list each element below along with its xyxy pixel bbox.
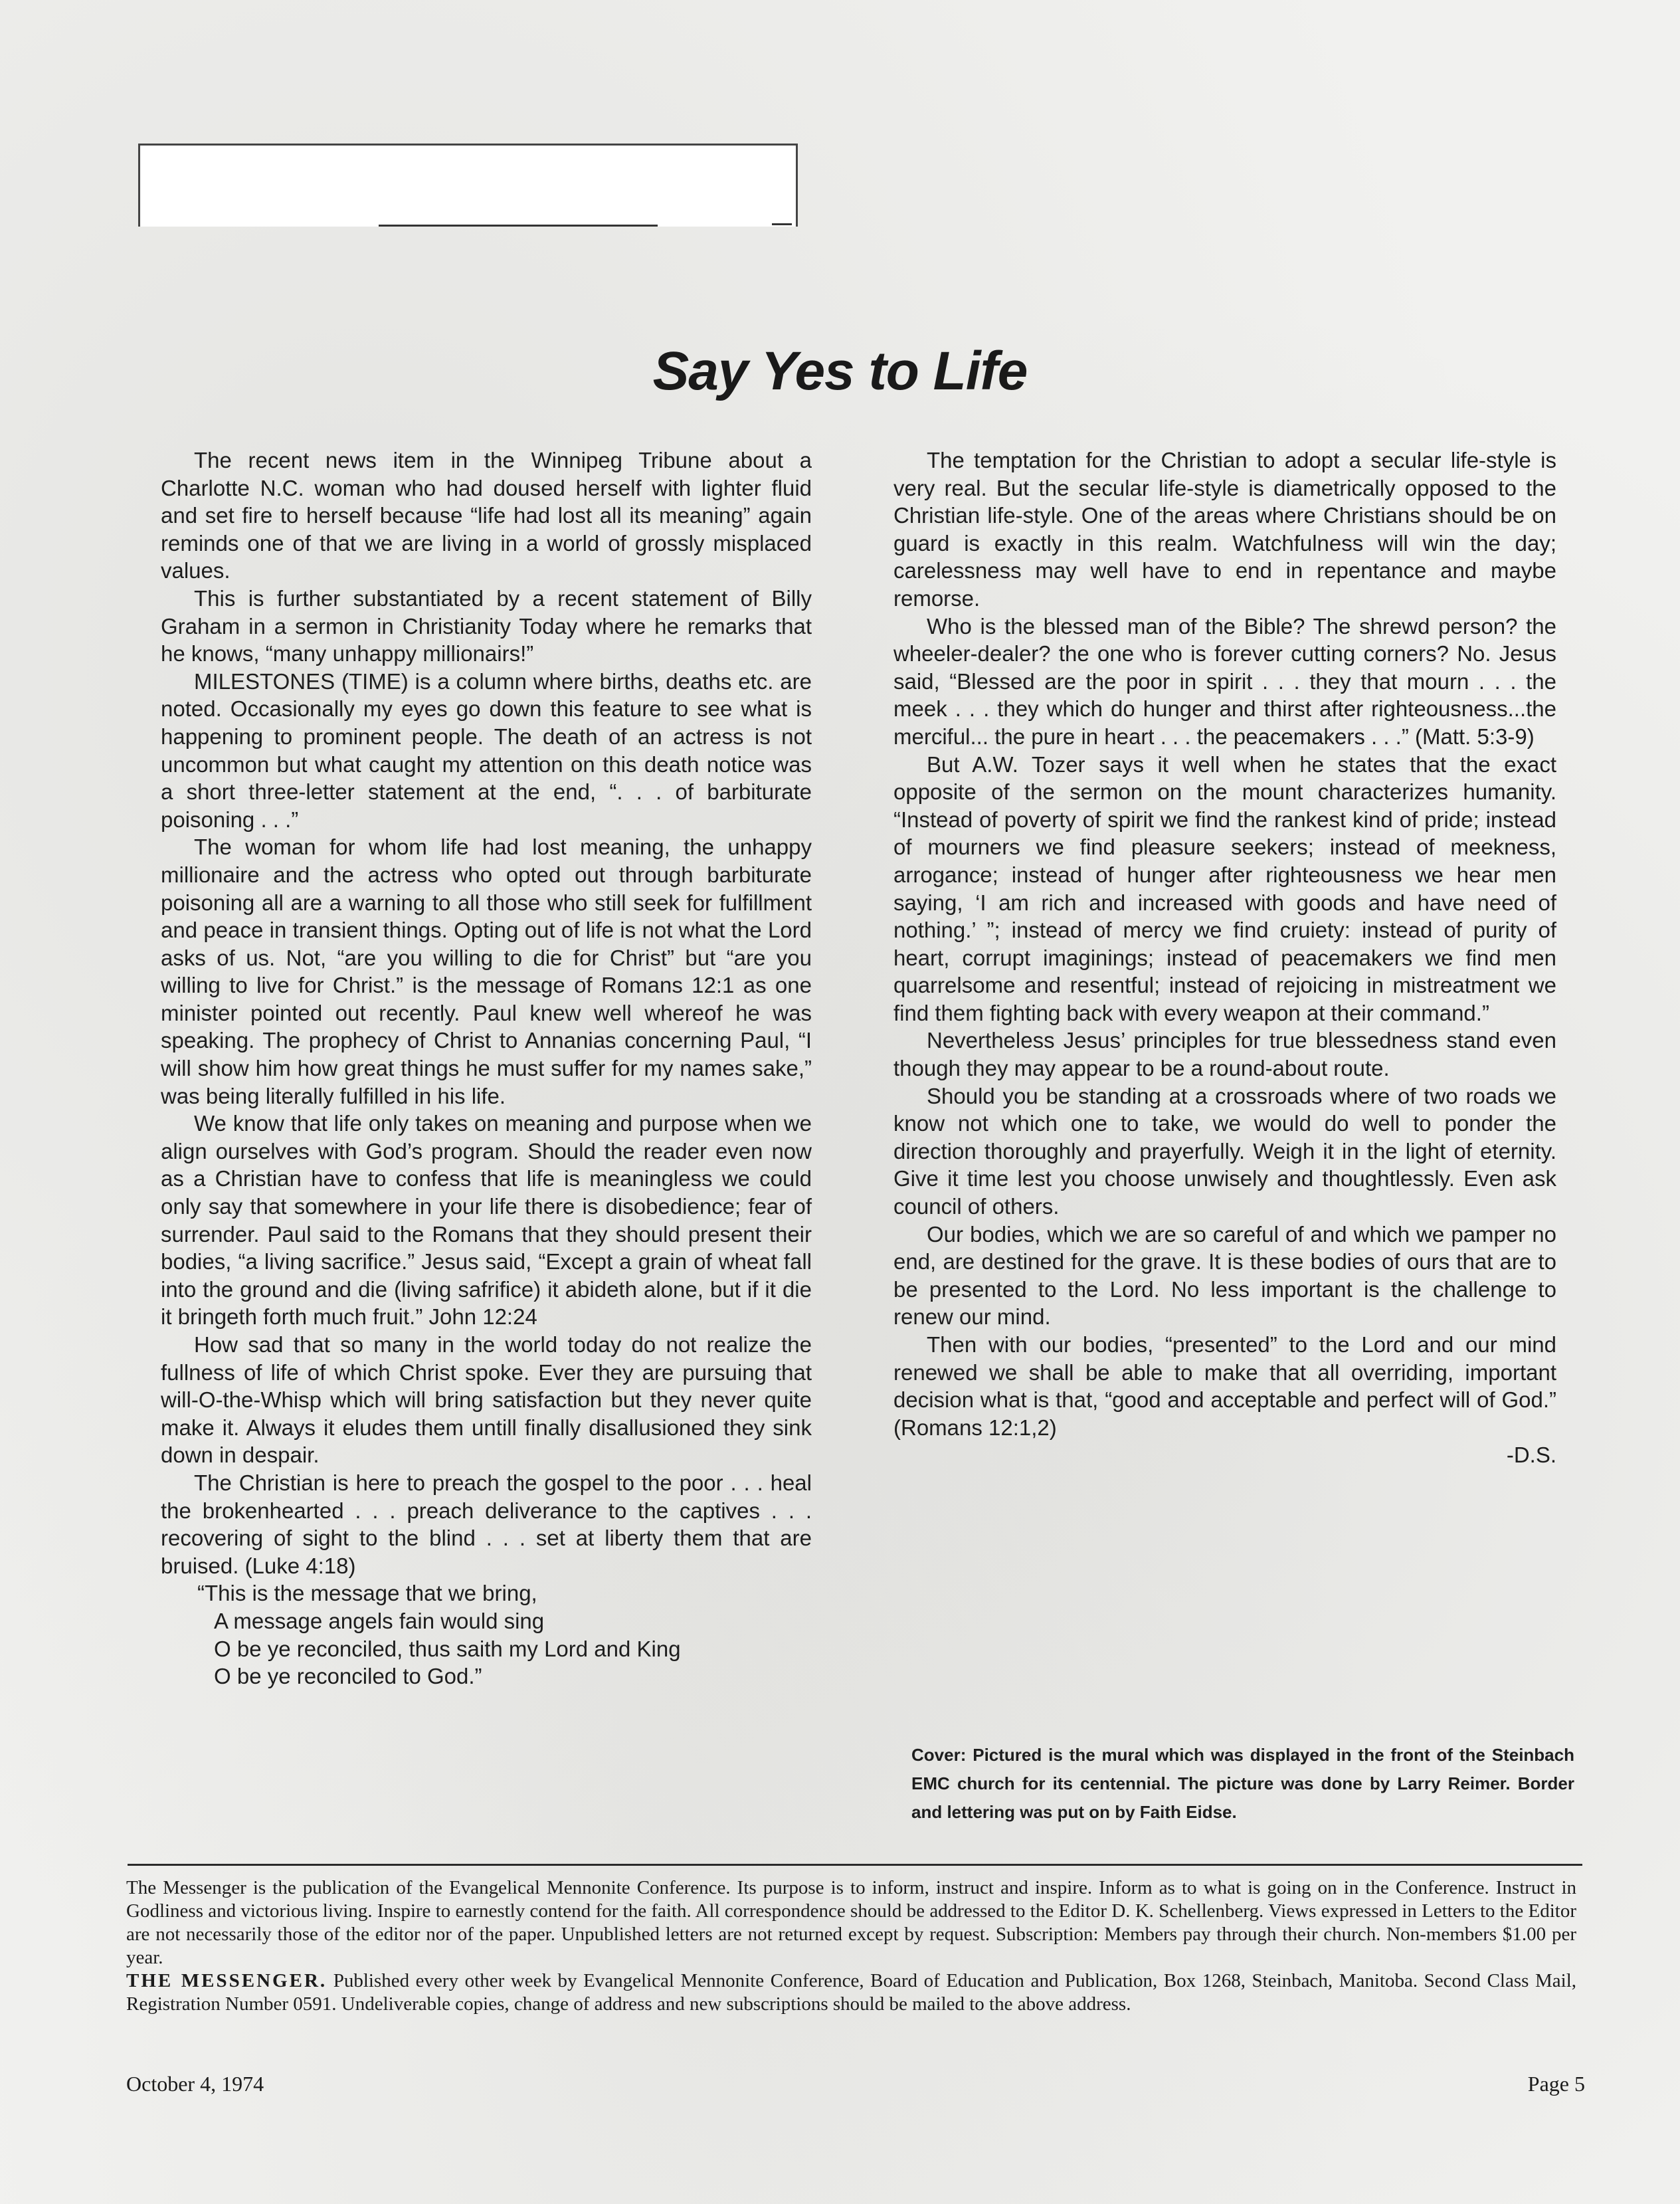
right-column	[893, 447, 1556, 1469]
page-number: Page 5	[1527, 2072, 1585, 2096]
paragraph: Our bodies, which we are so careful of and which we pamper no end, are destined for the grave. It is these bodies of ours that are to be presented to the Lord. No less important is the challenge to renew our mind.	[893, 1221, 1556, 1330]
paragraph: The woman for whom life had lost meaning, the unhappy millionaire and the actress who opted out through barbiturate poisoning all are a warning to all those who still seek for fulfillment and peace in transient things. Opting out of life is not what the Lord asks of us. Not, “are you willing to die for Christ” but “are you willing to live for Christ.” is the message of Romans 12:1 as one minister pointed out recently. Paul knew well whereof he was speaking. The prophecy of Christ to Annanias concerning Paul, “I will show him how great things he must suffer for my names sake,” was being literally fulfilled in his life.	[161, 835, 812, 1108]
mailing-label-area	[138, 144, 798, 227]
paragraph: The temptation for the Christian to adopt a secular life-style is very real. But the secular life-style is diametrically opposed to the Christian life-style. One of the areas where Christians should be on guard is exactly in this realm. Watchfulness will win the day; carelessness may well have to end in repentance and maybe remorse.	[893, 448, 1556, 611]
cover-caption-text: Pictured is the mural which was displayed in the front of the Steinbach EMC church for its centennial. The picture was done by Larry Reimer. Border and lettering was put on by Faith Eidse.	[911, 1745, 1574, 1822]
paragraph: Should you be standing at a crossroads where of two roads we know not which one to take, we would do well to ponder the direction thoroughly and prayerfully. Weigh it in the light of eternity. Give it time lest you choose unwisely and thoughtlessly. Even ask council of others.	[893, 1083, 1556, 1219]
label-underline	[379, 225, 658, 227]
paragraph: This is further substantiated by a recent statement of Billy Graham in a sermon in Christianity Today where he remarks that he knows, “many unhappy millionairs!”	[161, 585, 812, 666]
label-tick	[772, 223, 792, 225]
publication-name: THE MESSENGER.	[126, 1970, 327, 1991]
article-title: Say Yes to Life	[652, 341, 1028, 401]
paragraph: The Christian is here to preach the gospel to the poor . . . heal the brokenhearted . . . preach deliverance to the captives . . . recovering of sight to the blind . . . set at liberty them that are bruised. (Luke 4:18)	[161, 1470, 812, 1578]
publication-details: Published every other week by Evangelical Mennonite Conference, Board of Education and Publication, Box 1268, Steinbach, Manitoba. Second Class Mail, Registration Number 0591. Undeliverable copies, change of address and new subscriptions should be mailed to the above address.	[126, 1970, 1576, 2015]
cover-caption	[911, 1741, 1574, 1827]
poem-line: O be ye reconciled, thus saith my Lord and King	[214, 1636, 681, 1661]
paragraph: We know that life only takes on meaning and purpose when we align ourselves with God’s program. Should the reader even now as a Christian have to confess that life is meaningless we could only say that somewhere in your life there is disobedience; fear of surrender. Paul said to the Romans that they should present their bodies, “a living sacrifice.” Jesus said, “Except a grain of wheat fall into the ground and die (living safrifice) it abideth alone, but if it die it bringeth forth much fruit.” John 12:24	[161, 1111, 812, 1330]
paragraph: Nevertheless Jesus’ principles for true blessedness stand even though they may appear to be a round-about route.	[893, 1028, 1556, 1081]
left-column	[161, 447, 812, 1690]
paragraph: MILESTONES (TIME) is a column where births, deaths etc. are noted. Occasionally my eyes go down this feature to see what is happening to prominent people. The death of an actress is not uncommon but what caught my attention on this death notice was a short three-letter statement at the end, “. . . of barbiturate poisoning . . .”	[161, 668, 812, 832]
author-signature: -D.S.	[1506, 1443, 1556, 1468]
poem-line: O be ye reconciled to God.”	[214, 1664, 482, 1689]
issue-date: October 4, 1974	[126, 2072, 264, 2096]
poem-line: A message angels fain would sing	[214, 1608, 545, 1633]
paragraph: But A.W. Tozer says it well when he states that the exact opposite of the sermon on the mount characterizes humanity. “Instead of poverty of spirit we find the rankest kind of pride; instead of mourners we find pleasure seekers; instead of meekness, arrogance; instead of hunger after righteousness we hear men saying, ‘I am rich and increased with goods and have need of nothing.’ ”; instead of mercy we find cruiety: instead of purity of heart, corrupt imaginings; instead of peacemakers we find men quarrelsome and resentful; instead of rejoicing in mistreatment we find them fighting back with every weapon at their command.”	[893, 751, 1556, 1025]
poem-line: “This is the message that we bring,	[197, 1581, 537, 1606]
masthead-description: The Messenger is the publication of the Evangelical Mennonite Conference. Its purpose is to inform, instruct and inspire. Inform as to what is going on in the Conference. Instruct in Godliness and victorious living. Inspire to earnestly contend for the faith. All correspondence should be addressed to the Editor D. K. Schellenberg. Views expressed in Letters to the Editor are not necessarily those of the editor nor of the paper. Unpublished letters are not returned except by request. Subscription: Members pay through their church. Non-members $1.00 per year.	[126, 1877, 1576, 1968]
poem	[161, 1579, 812, 1690]
cover-caption-label: Cover:	[911, 1745, 967, 1765]
masthead-publication-info	[126, 1969, 1576, 2016]
paragraph: Then with our bodies, “presented” to the Lord and our mind renewed we shall be able to make that all overriding, important decision what is that, “good and acceptable and perfect will of God.” (Romans 12:1,2)	[893, 1332, 1556, 1440]
masthead	[126, 1876, 1576, 2016]
paragraph: How sad that so many in the world today do not realize the fullness of life of which Christ spoke. Ever they are pursuing that will-O-the-Whisp which will bring satisfaction but they never quite make it. Always it eludes them untill finally disallusioned they sink down in despair.	[161, 1332, 812, 1468]
paragraph: Who is the blessed man of the Bible? The shrewd person? the wheeler-dealer? the one who is forever cutting corners? No. Jesus said, “Blessed are the poor in spirit . . . they that mourn . . . the meek . . . they which do hunger and thirst after righteousness...the merciful... the pure in heart . . . the peacemakers . . .” (Matt. 5:3-9)	[893, 613, 1556, 749]
divider-rule	[128, 1864, 1582, 1866]
paragraph: The recent news item in the Winnipeg Tribune about a Charlotte N.C. woman who had doused herself with lighter fluid and set fire to herself because “life had lost all its meaning” again reminds one of that we are living in a world of grossly misplaced values.	[161, 448, 812, 583]
